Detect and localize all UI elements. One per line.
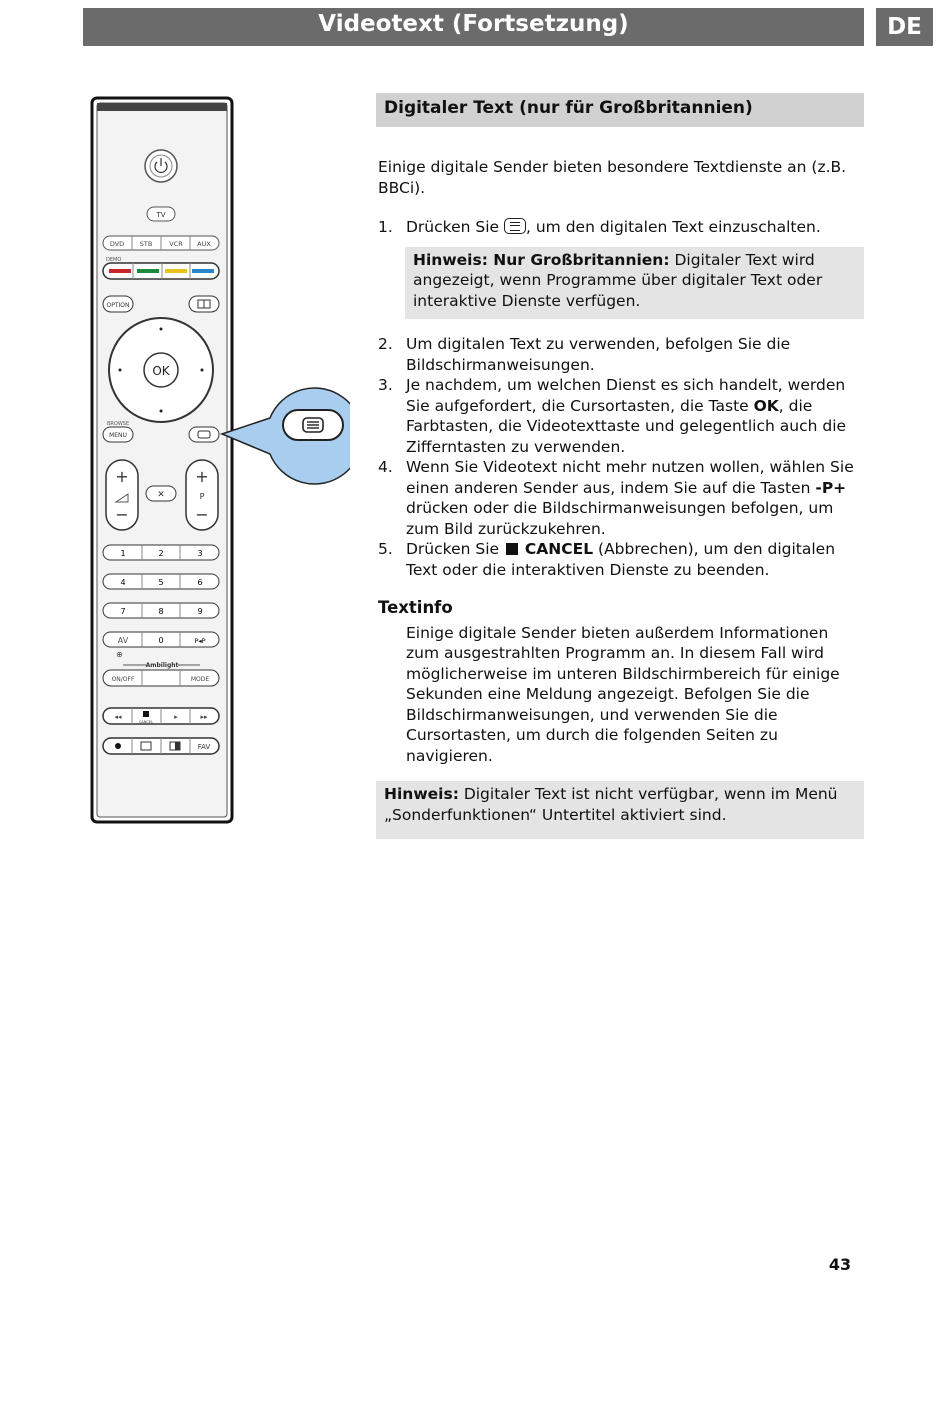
- remote-key-8: 8: [158, 607, 164, 616]
- svg-text:−: −: [195, 505, 209, 524]
- remote-key-av: AV: [117, 636, 129, 645]
- content-column: [376, 93, 864, 839]
- remote-key-2: 2: [158, 549, 164, 558]
- page-header: Videotext (Fortsetzung): [83, 8, 864, 46]
- remote-demo-label: DEMO: [106, 257, 122, 263]
- remote-fav-label: FAV: [197, 743, 211, 751]
- svg-text:✕: ✕: [157, 490, 165, 500]
- remote-key-5: 5: [158, 578, 164, 587]
- remote-p-label: P: [199, 492, 205, 501]
- step-5: 5. Drücken Sie CANCEL (Abbrechen), um den digitalen Text oder die interaktiven Dienste zu beenden.: [378, 540, 836, 579]
- svg-text:▸▸: ▸▸: [200, 713, 208, 721]
- remote-key-pp: P◂P: [194, 637, 206, 645]
- language-badge: DE: [876, 8, 933, 46]
- remote-menu-label: MENU: [109, 432, 127, 439]
- step-4: 4. Wenn Sie Videotext nicht mehr nutzen wollen, wählen Sie einen anderen Sender aus, indem Sie auf die Tasten -P+ drücken oder die Bildschirmanweisungen befolgen, um zum Bild zurückzukehren.: [378, 458, 854, 538]
- remote-src-vcr: VCR: [169, 240, 183, 248]
- remote-src-aux: AUX: [197, 240, 211, 248]
- remote-key-3: 3: [197, 549, 203, 558]
- teletext-icon: [504, 218, 526, 234]
- svg-text:+: +: [115, 467, 129, 486]
- steps-list-2: [376, 334, 864, 580]
- remote-browse-label: BROWSE: [107, 421, 130, 427]
- remote-mode-label: MODE: [190, 676, 210, 683]
- note-uk: Hinweis: Nur Großbritannien: Digitaler Text wird angezeigt, wenn Programme über digitaler Text oder interaktive Dienste verfügen.: [405, 247, 864, 320]
- step-2: 2. Um digitalen Text zu verwenden, befolgen Sie die Bildschirmanweisungen.: [378, 335, 791, 374]
- remote-key-0: 0: [158, 636, 164, 645]
- remote-ok-label: OK: [152, 364, 170, 378]
- svg-text:◂◂: ◂◂: [114, 713, 122, 721]
- steps-list: [376, 217, 864, 238]
- remote-key-7: 7: [120, 607, 126, 616]
- remote-src-dvd: DVD: [109, 240, 125, 248]
- remote-key-6: 6: [197, 578, 203, 587]
- page-number: 43: [828, 1255, 852, 1274]
- svg-text:+: +: [195, 467, 209, 486]
- remote-option-label: OPTION: [106, 302, 130, 309]
- note-subtitles: Hinweis: Digitaler Text ist nicht verfügbar, wenn im Menü „Sonderfunktionen“ Untertitel aktiviert sind.: [376, 781, 864, 839]
- textinfo-body: Einige digitale Sender bieten außerdem Informationen zum ausgestrahlten Programm an. In diesem Fall wird möglicherweise im unteren Bildschirmbereich für einige Sekunden eine Meldung angezeigt. Befolgen Sie die Bildschirmanweisungen, und verwenden Sie die Cursortasten, um durch die folgenden Seiten zu navigieren.: [406, 623, 840, 765]
- step-3: 3. Je nachdem, um welchen Dienst es sich handelt, werden Sie aufgefordert, die Cursortasten, die Taste OK, die Farbtasten, die Videotexttaste und gelegentlich auch die Zifferntasten zu verwenden.: [378, 376, 847, 456]
- remote-src-stb: STB: [139, 240, 153, 248]
- section-title: Digitaler Text (nur für Großbritannien): [376, 93, 864, 127]
- remote-onoff-label: ON/OFF: [111, 676, 135, 683]
- remote-tv-label: TV: [156, 211, 166, 219]
- svg-text:−: −: [115, 505, 129, 524]
- step-1: 1. Drücken Sie , um den digitalen Text einzuschalten.: [378, 218, 821, 236]
- textinfo-heading: Textinfo: [378, 598, 453, 617]
- stop-icon: [506, 543, 518, 555]
- remote-ambilight-label: Ambilight: [145, 662, 179, 669]
- remote-key-1: 1: [120, 549, 126, 558]
- remote-key-4: 4: [120, 578, 126, 587]
- svg-text:⊕: ⊕: [116, 650, 123, 659]
- remote-key-9: 9: [197, 607, 203, 616]
- svg-text:▸: ▸: [174, 713, 178, 721]
- intro-text: Einige digitale Sender bieten besondere Textdienste an (z.B. BBCi).: [378, 158, 847, 197]
- remote-control-illustration: [90, 96, 350, 826]
- remote-cancel-label: CANCEL: [138, 720, 154, 724]
